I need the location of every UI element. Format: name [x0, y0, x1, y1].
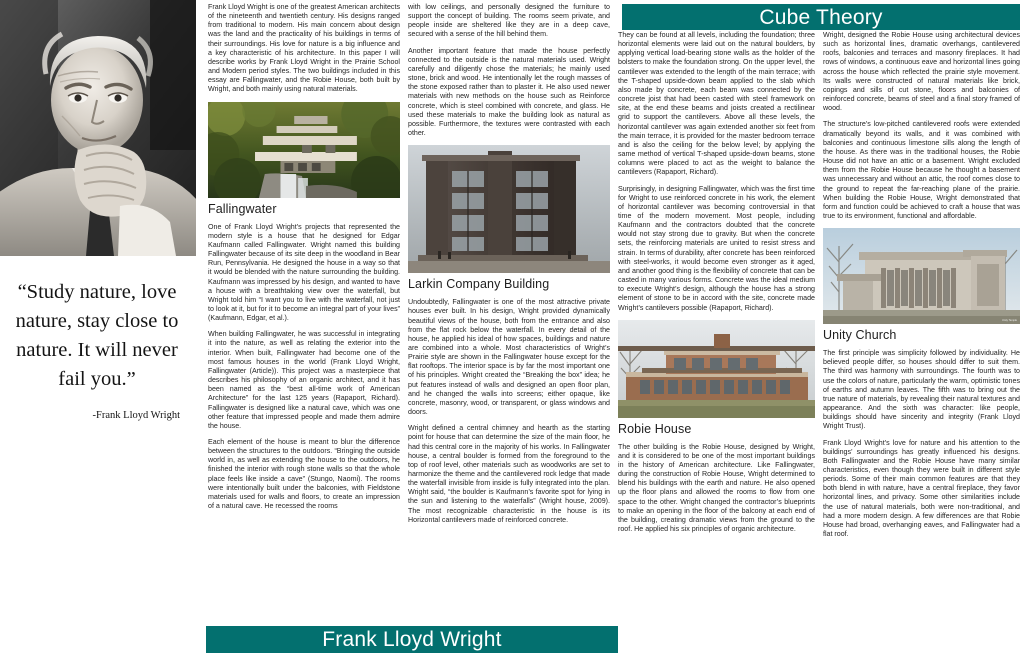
- paragraph: Undoubtedly, Fallingwater is one of the most attractive private houses ever built. In his design, Wright provided dynamically beautiful views of the house, both from the entrance and also from the flat rock below the waterfall. In every detail of the house, he applied his ideal of how spaces, buildings and nature are combined into a whole. Most characteristics of Wright’s Prairie style are shown in the Fallingwater house except for the flat rooftops. The interior space is by far the most important one of his principles. Wright created the “Breaking the box” idea; he put features instead of walls and designed an open floor plan, and he changed the walls into screens; either opaque, like concrete, masonry, wood, or transparent, or glass windows and doors.: [408, 298, 610, 417]
- paragraph: The other building is the Robie House, designed by Wright, and it is considered to be one of the most important buildings in the history of American architecture. Like Fallingwater, during the construction of Robie House, Wright determined to blend his buildings with the earth and nature. He also opened up the floor plans and allowed the rooms to flow from one space to the other. Wright changed the contractor’s blueprints to make an opening in the floor of the balcony at each end of the building, creating dramatic views from the ground to the roof. He applied his six principles of organic architecture.: [618, 442, 815, 534]
- paragraph: One of Frank Lloyd Wright’s projects that represented the modern style is a house that he designed for Edgar Kaufmann called Fallingwater. Wright named this building Fallingwater because of its site deep in the woodland in Bear Run, Pennsylvania. He designed the house in a way so that it would be blended with the nature surrounding the building. Kaufmann was impressed by his design, and wanted to have a house with a breathtaking view over the waterfall, but Wright told him “I want you to live with the waterfall, not just to look at it, but for it to become an integral part of your lives” (Kaufmann, Edgar, et al.).: [208, 222, 400, 323]
- larkin-company-building-photo: [408, 145, 610, 273]
- paragraph: Another important feature that made the house perfectly connected to the outside is the natural materials used. Wright carefully and diligently chose the materials; he mainly used stone, brick and wood. He intentionally let the rough masses of the stone exposed rather than to plaster it. He also used newer materials with new methods on the house such as Reinforce concrete, which is steel combined with concrete, and glass. He used these materials to make the building look as natural as possible. Furthermore, the textures were contrasted with each other.: [408, 46, 610, 138]
- paragraph: Wright, designed the Robie House using architectural devices such as horizontal lines, dramatic overhangs, cantilevered roofs, balconies and terraces and masonry fireplaces. It had rows of windows, a continuous eave and horizontal lines going across the house which reflected the prairie style movement. Its walls were constructed of natural materials like brick, copings and sills of cut stone, floors and balconies of reinforced concrete, beams of steel and a final story framed of wood.: [823, 31, 1020, 113]
- frank-lloyd-wright-portrait: [0, 0, 196, 256]
- paragraph: The structure’s low-pitched cantilevered roofs were extended dramatically beyond its walls, and it was combined with balconies and continuous limestone sills along the length of the house. As there was in the traditional houses, the Robie House did not have an attic or a basement. Wright excluded them from the Robie House because he thought a basement was unnecessary and without an attic, the roof comes close to the ground to repeat the far-reaching plane of the prairie. When building the Robie House, Wright demonstrated that form and function could be achieved to craft a house that was true to its environment, functional and affordable.: [823, 120, 1020, 220]
- paragraph: The first principle was simplicity followed by individuality. He believed people differ, so houses should differ to suit them. The third was harmony with surroundings. The fourth was to use the colors of nature, particularly the warm, optimistic tones of earths and autumn leaves. The fifth was to bring out the true nature of materials, by revealing their natural textures and appearance. And the sixth was character: like people, buildings should have sincerity and integrity (Frank Lloyd Wright Trust).: [823, 349, 1020, 431]
- pull-quote-attribution: -Frank Lloyd Wright: [92, 410, 180, 421]
- paragraph: Frank Lloyd Wright is one of the greatest American architects of the nineteenth and twentieth century. His designs ranged from traditional to modern. His main concern about design was the land and the practicality of his buildings in terms of their surroundings. His love for nature is a big influence and a key characteristic of his architecture. In this paper I will describe works by Frank Lloyd Wright in the Prairie School and Modern period styles. The two buildings included in this essay are Fallingwater, and the Robie House, both built by Wright, and both mainly using natural materials.: [208, 3, 400, 94]
- paragraph: When building Fallingwater, he was successful in integrating it into the nature, as well as relating the exterior into the interior. When built, Fallingwater had become one of the most famous houses in the world (Frank Lloyd Wright, Fallingwater (Article)). This project was a masterpiece that describes his philosophy of an organic architect, and it has been named as the “best all-time work of American Architecture” for the last 125 years (Rapaport, Richard). Fallingwater is designed like a natural cave, which was one other feature that impressed people and made them admire the house.: [208, 330, 400, 430]
- portrait-column: [0, 0, 205, 662]
- paragraph: They can be found at all levels, including the foundation; three horizontal elements were laid out on the natural boulders, by applying vertical load-bearing stone walls as the holder of the bolsters to make the foundation strong. On the upper level, the cantilever was extended to the length of the main terrace; with the T-shaped upside-down beam applied to the slab which also made by concrete, each beam was connected by the concrete joist that had been casted with steel framework on site, at the end these beams and joists created a rectilinear grid to support the cantilevers. Above all these levels, the horizontal cantilever was again extended another six feet from the main terrace, it is provided for the master bedroom terrace and is also the ceiling for the below level; by applying the same method of vertical T-shaped upside-down beams, stone columns were placed to act as the weight to balance the cantilevers (Rapaport, Richard).: [618, 31, 815, 177]
- section-heading-robie-house: Robie House: [618, 421, 692, 436]
- text-column-3: [615, 0, 820, 662]
- paragraph: with low ceilings, and personally designed the furniture to support the concept of building. The rooms seem private, and people inside are sheltered like they are in a deep cave, secured with a sense of the hill behind them.: [408, 3, 610, 39]
- paragraph: Surprisingly, in designing Fallingwater, which was the first time for Wright to use reinforced concrete in his work, the element of horizontal cantilever was becoming controversial in that time of the modern movement. Most people, including Kaufmann and the contractors doubted that the concrete would not stay strong due to gravity. But when the concrete sets, the reinforcing materials are united to resist stress and strain. In terms of durability, after concrete has been reinforced with steel-works, it would become even stronger as it aged, and another good thing is the flexibility of concrete that can be casted in many various forms. Concrete was the ideal medium to execute Wright’s design, although the house has a strong element of stone to be in accord with the site, concrete made Wright’s cantilevers possible (Rapaport, Richard).: [618, 184, 815, 312]
- text-column-2: [405, 0, 615, 662]
- text-column-1: [205, 0, 405, 662]
- fallingwater-photo: [208, 102, 400, 198]
- pull-quote: “Study nature, love nature, stay close to nature. It will never fail you.”: [15, 281, 179, 390]
- paragraph: Frank Lloyd Wright’s love for nature and his attention to the buildings’ surroundings has greatly influenced his designs. Both Fallingwater and the Robie House have many similar characteristics, even though they were built in different style periods. Some of their main common features are that they both blend in with nature, have a central fireplace, they favor horizontal lines, and privacy. Some other similarities include the use of natural materials, both were non-traditional, and had a more modern design. A few differences are that Robie House had broad, overhanging eaves, and Fallingwater had a flat roof.: [823, 438, 1020, 539]
- banner-document-title: Frank Lloyd Wright: [206, 626, 618, 653]
- unity-church-photo: [823, 228, 1020, 324]
- robie-house-photo: [618, 320, 815, 418]
- paragraph: Each element of the house is meant to blur the difference between the structures to the outdoors. “Bringing the outside world in, as well as extending the house to the outdoors, he finished the interior with rough stone walls so that the whole place feels like inside a cave” (Stungo, Naomi). The rooms were intentionally built under the balconies, with Fieldstone materials used for walls and floors, to create an impression of a natural cave. He recessed the rooms: [208, 438, 400, 511]
- banner-cube-theory: Cube Theory: [622, 4, 1020, 30]
- section-heading-unity-church: Unity Church: [823, 328, 897, 343]
- paragraph: Wright defined a central chimney and hearth as the starting point for house that can determine the size of the main floor, he had this central core in the majority of his works. In Fallingwater house, a central boulder is formed from the foreground to the top of roof level, other materials such as woodworks are set to harmonize the theme and the cantilevered rock ledge that made the waterfall invisible from inside is fully integrated into the plan. Wright said, “the boulder is Kaufmann’s favorite spot for lying in the sun and listening to the waterfalls” (Wright house, 2009). The most recognizable characteristic in the house is its Horizontal cantilevers made of reinforced concrete.: [408, 424, 610, 524]
- text-column-4: [820, 0, 1024, 662]
- photo-credit: Unity Temple: [1002, 319, 1017, 323]
- section-heading-larkin-company-building: Larkin Company Building: [408, 277, 550, 292]
- section-heading-fallingwater: Fallingwater: [208, 201, 277, 216]
